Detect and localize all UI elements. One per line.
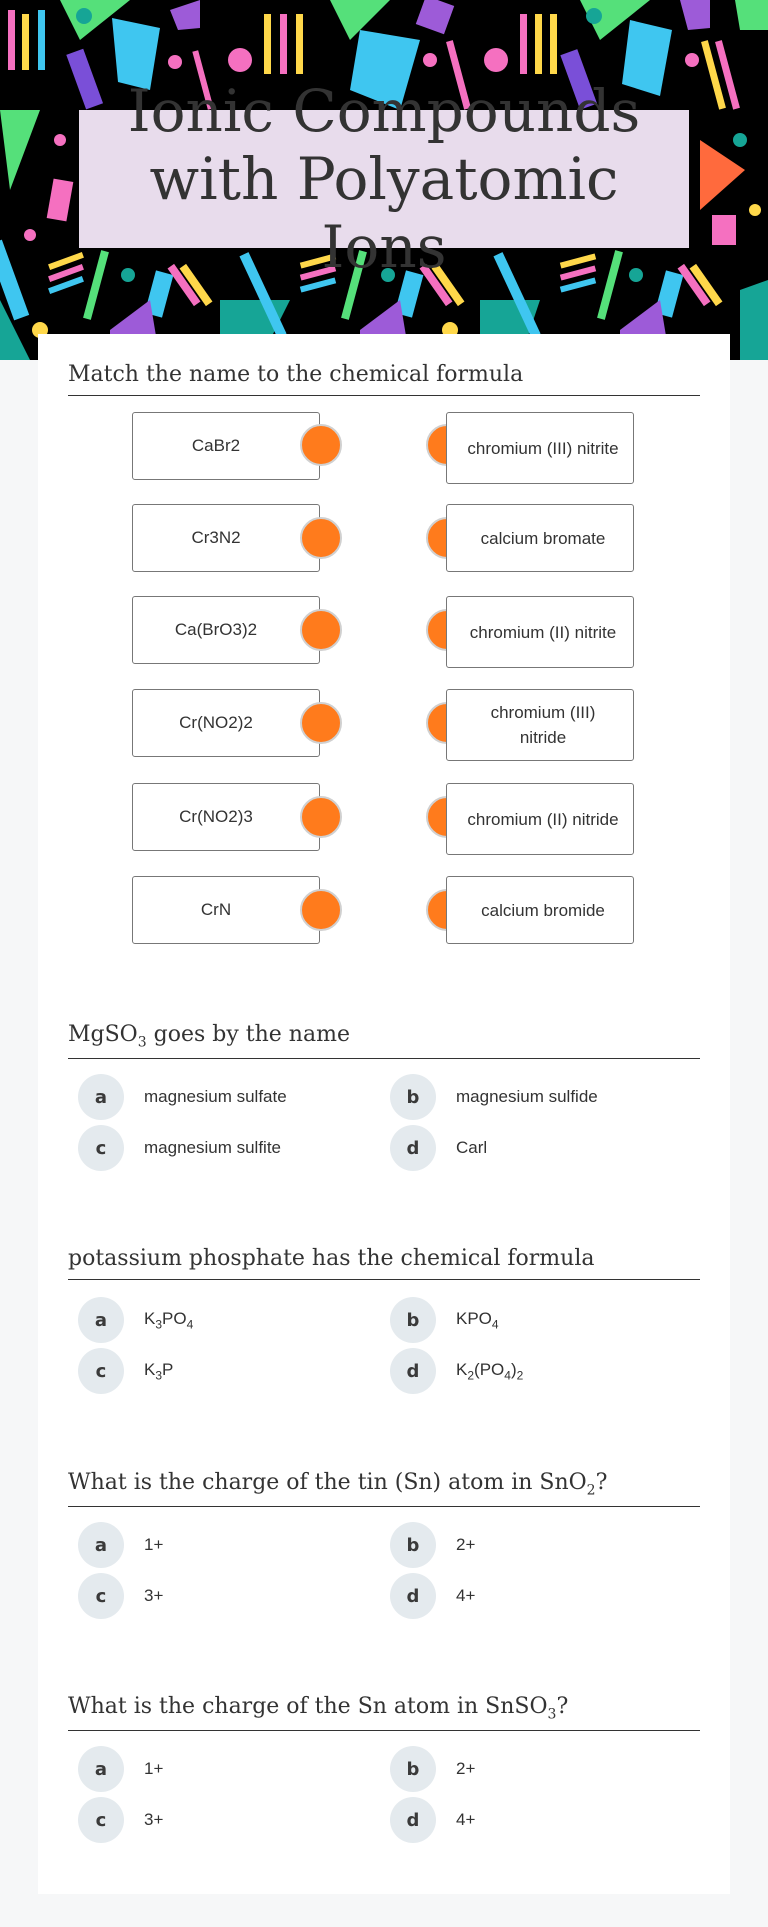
formula-part: (PO: [474, 1359, 505, 1379]
match-right-item[interactable]: chromium (III) nitrite: [446, 412, 634, 484]
match-right-item[interactable]: calcium bromate: [446, 504, 634, 572]
match-connector-left[interactable]: [300, 517, 342, 559]
formula-subscript: 3: [155, 1368, 163, 1383]
prompt-text: What is the charge of the Sn atom in SnSO: [68, 1694, 548, 1719]
prompt-text: MgSO: [68, 1022, 138, 1047]
match-connector-left[interactable]: [300, 796, 342, 838]
choice-a[interactable]: [78, 1746, 163, 1792]
choice-d[interactable]: [390, 1125, 487, 1171]
prompt-text: ?: [556, 1694, 569, 1719]
question-prompt: [68, 1470, 700, 1507]
choice-text: 3+: [144, 1586, 164, 1605]
choice-a[interactable]: [78, 1297, 193, 1343]
match-left-item[interactable]: CrN: [132, 876, 320, 944]
choice-letter-badge: d: [390, 1573, 436, 1619]
choice-b[interactable]: [390, 1074, 598, 1120]
choice-formula: [144, 1360, 173, 1382]
match-right-item[interactable]: chromium (III) nitride: [446, 689, 634, 761]
formula-subscript: 4: [491, 1317, 499, 1332]
choice-b[interactable]: [390, 1297, 499, 1343]
choice-d[interactable]: [390, 1573, 475, 1619]
question-prompt: [68, 1694, 700, 1731]
match-connector-left[interactable]: [300, 609, 342, 651]
match-left-item[interactable]: Ca(BrO3)2: [132, 596, 320, 664]
choice-b[interactable]: [390, 1746, 475, 1792]
prompt-text: goes by the name: [146, 1022, 350, 1047]
choice-c[interactable]: [78, 1348, 173, 1394]
formula-part: P: [162, 1359, 174, 1379]
formula-subscript: 4: [504, 1368, 511, 1383]
match-left-item[interactable]: Cr(NO2)2: [132, 689, 320, 757]
choice-formula: [456, 1360, 523, 1382]
choice-letter-badge: c: [78, 1125, 124, 1171]
question-prompt: potassium phosphate has the chemical formula: [68, 1246, 700, 1280]
question-5: [68, 1694, 700, 1731]
prompt-text: What is the charge of the tin (Sn) atom in SnO: [68, 1470, 587, 1495]
choice-text: magnesium sulfate: [144, 1087, 287, 1106]
title-line-2: with Polyatomic Ions: [149, 145, 619, 281]
prompt-subscript: 3: [137, 1034, 147, 1051]
formula-subscript: 2: [467, 1368, 475, 1383]
choice-letter-badge: a: [78, 1297, 124, 1343]
choice-text: Carl: [456, 1138, 488, 1157]
formula-part: K: [456, 1359, 468, 1379]
match-connector-left[interactable]: [300, 702, 342, 744]
choice-d[interactable]: [390, 1348, 523, 1394]
choice-c[interactable]: [78, 1797, 163, 1843]
question-4: [68, 1470, 700, 1507]
question-2: [68, 1022, 700, 1059]
question-prompt: [68, 1022, 700, 1059]
match-connector-left[interactable]: [300, 424, 342, 466]
choice-letter-badge: b: [390, 1746, 436, 1792]
prompt-subscript: 3: [547, 1706, 557, 1723]
question-prompt: Match the name to the chemical formula: [68, 362, 700, 396]
choice-letter-badge: a: [78, 1522, 124, 1568]
choice-formula: [144, 1309, 193, 1331]
prompt-subscript: 2: [586, 1482, 596, 1499]
match-connector-left[interactable]: [300, 889, 342, 931]
header-banner: [0, 0, 768, 360]
choice-a[interactable]: [78, 1522, 163, 1568]
prompt-text: ?: [595, 1470, 608, 1495]
worksheet-card: [38, 334, 730, 1894]
formula-subscript: 4: [186, 1317, 194, 1332]
choice-b[interactable]: [390, 1522, 475, 1568]
formula-part: KPO: [456, 1308, 492, 1328]
match-right-item[interactable]: calcium bromide: [446, 876, 634, 944]
question-3: [68, 1246, 700, 1280]
choice-letter-badge: c: [78, 1348, 124, 1394]
choice-c[interactable]: [78, 1573, 163, 1619]
match-left-item[interactable]: Cr(NO2)3: [132, 783, 320, 851]
choice-a[interactable]: [78, 1074, 287, 1120]
choice-letter-badge: c: [78, 1573, 124, 1619]
matching-question: [68, 362, 700, 396]
choice-letter-badge: c: [78, 1797, 124, 1843]
choice-text: 4+: [456, 1586, 476, 1605]
formula-part: K: [144, 1359, 156, 1379]
choice-text: magnesium sulfite: [144, 1138, 282, 1157]
worksheet-title: [79, 77, 689, 281]
choice-letter-badge: a: [78, 1746, 124, 1792]
choice-text: 4+: [456, 1810, 476, 1829]
formula-part: PO: [162, 1308, 187, 1328]
choice-text: magnesium sulfide: [456, 1087, 598, 1106]
match-right-item[interactable]: chromium (II) nitride: [446, 783, 634, 855]
formula-subscript: 2: [516, 1368, 524, 1383]
formula-part: K: [144, 1308, 156, 1328]
match-left-item[interactable]: Cr3N2: [132, 504, 320, 572]
formula-part: ): [510, 1359, 517, 1379]
choice-letter-badge: d: [390, 1125, 436, 1171]
choice-formula: [456, 1309, 499, 1331]
choice-letter-badge: b: [390, 1297, 436, 1343]
choice-letter-badge: b: [390, 1074, 436, 1120]
match-left-item[interactable]: CaBr2: [132, 412, 320, 480]
choice-c[interactable]: [78, 1125, 281, 1171]
choice-letter-badge: a: [78, 1074, 124, 1120]
choice-d[interactable]: [390, 1797, 475, 1843]
choice-letter-badge: d: [390, 1797, 436, 1843]
choice-text: 3+: [144, 1810, 164, 1829]
formula-subscript: 3: [155, 1317, 163, 1332]
choice-text: 1+: [144, 1759, 164, 1778]
title-line-1: Ionic Compounds: [127, 77, 641, 145]
choice-text: 1+: [144, 1535, 164, 1554]
choice-text: 2+: [456, 1759, 476, 1778]
choice-letter-badge: d: [390, 1348, 436, 1394]
match-right-item[interactable]: chromium (II) nitrite: [446, 596, 634, 668]
choice-text: 2+: [456, 1535, 476, 1554]
choice-letter-badge: b: [390, 1522, 436, 1568]
